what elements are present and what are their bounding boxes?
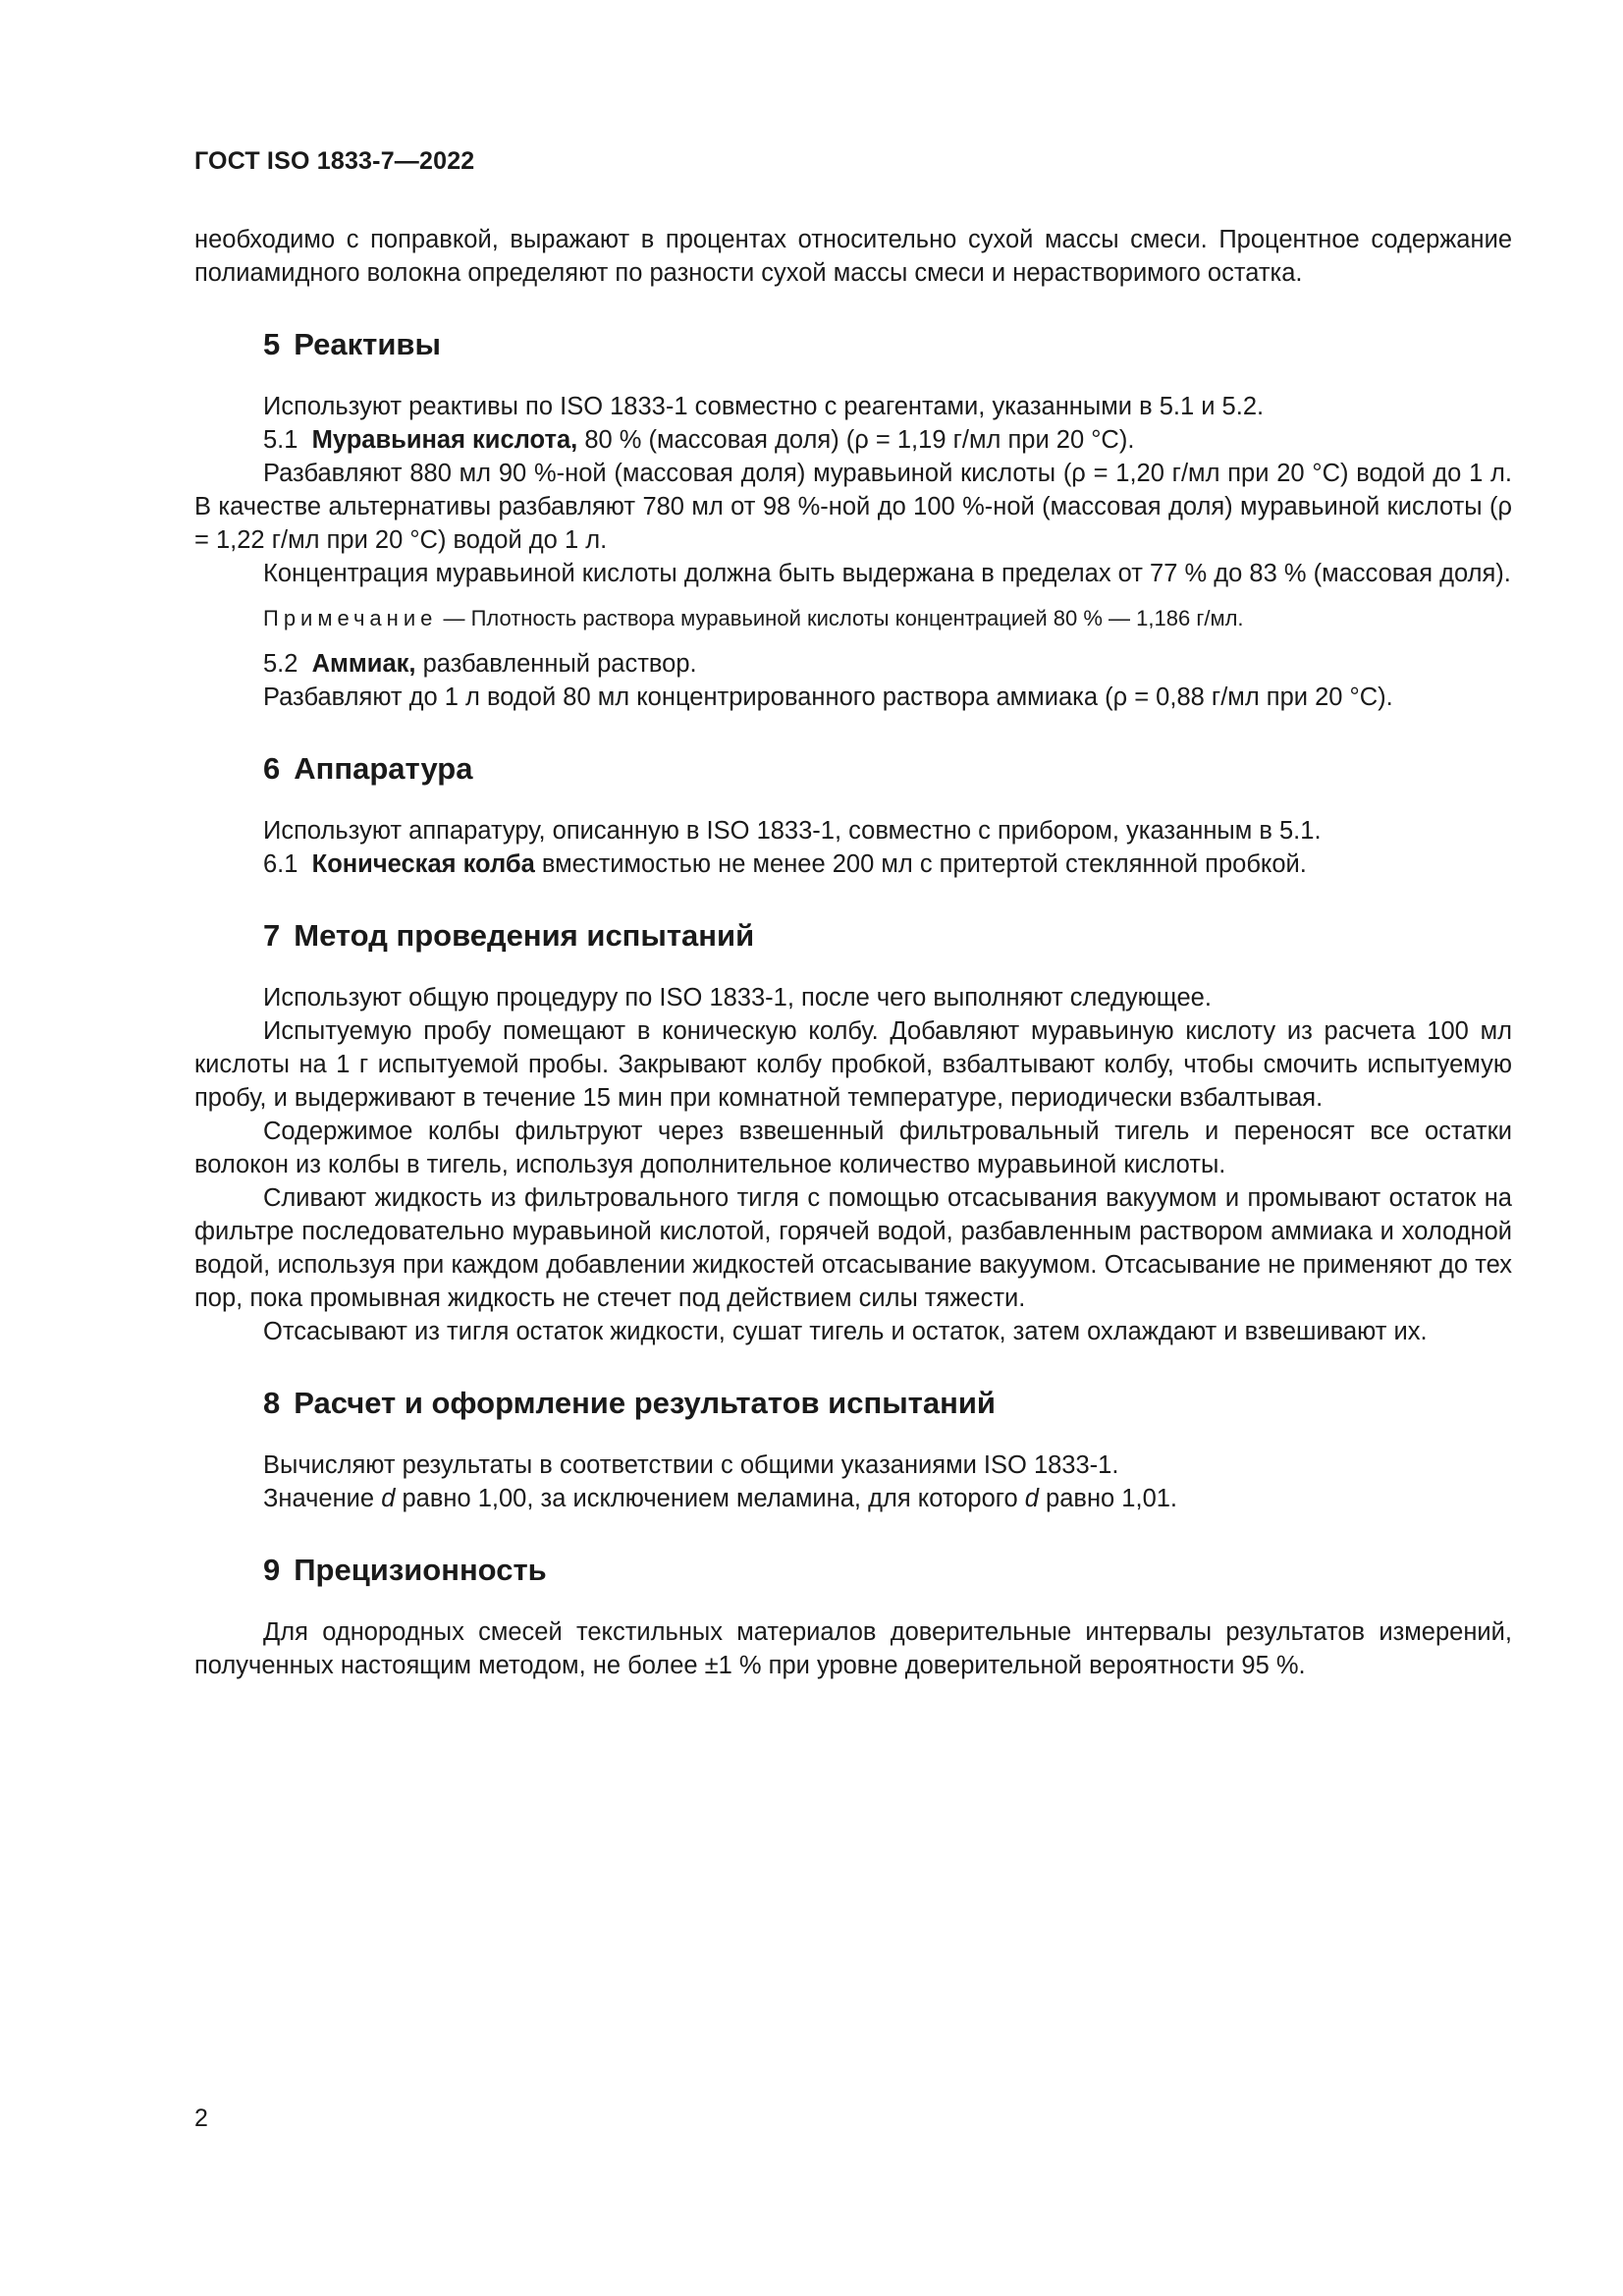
s7-paragraph-5: Отсасывают из тигля остаток жидкости, сушат тигель и остаток, затем охлаждают и взвешивают их. [263,1318,1428,1345]
document-header: ГОСТ ISO 1833-7—2022 [194,147,475,175]
s8-paragraph-2 [194,1482,1512,1515]
s6-item-6-1-text: вместимостью не менее 200 мл с притертой стеклянной пробкой. [541,850,1307,878]
s6-paragraph-1: Используют аппаратуру, описанную в ISO 1833-1, совместно с прибором, указанным в 5.1. [263,817,1322,845]
s5-note [194,602,1512,635]
variable-d: d [1024,1485,1039,1512]
s5-item-5-2-term: Аммиак, [311,650,416,678]
section-9-title: Прецизионность [294,1553,547,1587]
s9-paragraph-1: Для однородных смесей текстильных материалов доверительные интервалы результатов измерений, полученных настоящим методом, не более ±1 % при уровне доверительной вероятности 95 %. [194,1618,1512,1679]
s5-paragraph-2: Разбавляют 880 мл 90 %-ной (массовая доля) муравьиной кислоты (ρ = 1,20 г/мл при 20 °С) водой до 1 л. В качестве альтернативы разбавляют 780 мл от 98 %-ной до 100 %-ной (массовая доля) муравьиной кислоты (ρ = 1,22 г/мл при 20 °С) водой до 1 л. [194,460,1512,554]
s5-paragraph-4: Разбавляют до 1 л водой 80 мл концентрированного раствора аммиака (ρ = 0,88 г/мл при 20 °С). [263,683,1393,711]
s5-item-5-1-term: Муравьиная кислота, [311,426,578,454]
variable-d: d [381,1485,396,1512]
page-number: 2 [194,2105,208,2132]
section-6-heading [194,749,1512,789]
s5-item-5-1 [194,423,1512,457]
section-9-heading [194,1551,1512,1590]
intro-paragraph: необходимо с поправкой, выражают в процентах относительно сухой массы смеси. Процентное содержание полиамидного волокна определяют по разности сухой массы смеси и нерастворимого остатка. [194,226,1512,287]
s6-item-6-1-number: 6.1 [263,850,298,878]
s5-paragraph-1: Используют реактивы по ISO 1833-1 совместно с реагентами, указанными в 5.1 и 5.2. [263,393,1265,420]
s8-p2-part-b: равно 1,00, за исключением меламина, для которого [402,1485,1018,1512]
s8-p2-part-a: Значение [263,1485,375,1512]
section-8-number: 8 [263,1386,281,1420]
s5-item-5-2-number: 5.2 [263,650,298,678]
s6-item-6-1 [194,847,1512,881]
s7-paragraph-1: Используют общую процедуру по ISO 1833-1, после чего выполняют следующее. [263,984,1212,1011]
s5-item-5-1-number: 5.1 [263,426,298,454]
section-9-number: 9 [263,1553,281,1587]
note-label: Примечание [263,606,438,630]
s7-paragraph-2: Испытуемую пробу помещают в коническую колбу. Добавляют муравьиную кислоту из расчета 100 мл кислоты на 1 г испытуемой пробы. Закрывают колбу пробкой, взбалтывают колбу, чтобы смочить испытуемую пробу, и выдерживают в течение 15 мин при комнатной температуре, периодически взбалтывая. [194,1017,1512,1112]
s7-paragraph-3: Содержимое колбы фильтруют через взвешенный фильтровальный тигель и переносят все остатки волокон из колбы в тигель, используя дополнительное количество муравьиной кислоты. [194,1118,1512,1178]
s6-item-6-1-term: Коническая колба [311,850,535,878]
document-body [194,223,1512,1682]
s5-item-5-2-text: разбавленный раствор. [422,650,697,678]
section-5-number: 5 [263,327,281,361]
section-7-number: 7 [263,918,281,953]
s8-p2-part-c: равно 1,01. [1046,1485,1178,1512]
s8-paragraph-1: Вычисляют результаты в соответствии с общими указаниями ISO 1833-1. [263,1451,1119,1479]
s7-paragraph-4: Сливают жидкость из фильтровального тигля с помощью отсасывания вакуумом и промывают остаток на фильтре последовательно муравьиной кислотой, горячей водой, разбавленным раствором аммиака и холодной водой, используя при каждом добавлении жидкостей отсасывание вакуумом. Отсасывание не применяют до тех пор, пока промывная жидкость не стечет под действием силы тяжести. [194,1184,1512,1312]
s5-item-5-2 [194,647,1512,681]
s5-item-5-1-text: 80 % (массовая доля) (ρ = 1,19 г/мл при 20 °С). [584,426,1135,454]
section-7-title: Метод проведения испытаний [294,918,755,953]
section-6-number: 6 [263,751,281,786]
document-page [194,0,1512,2296]
note-text: — Плотность раствора муравьиной кислоты концентрацией 80 % — 1,186 г/мл. [443,606,1244,630]
section-5-heading [194,325,1512,364]
section-6-title: Аппаратура [294,751,473,786]
section-8-title: Расчет и оформление результатов испытаний [294,1386,996,1420]
section-5-title: Реактивы [294,327,441,361]
section-7-heading [194,916,1512,956]
section-8-heading [194,1384,1512,1423]
s5-paragraph-3: Концентрация муравьиной кислоты должна быть выдержана в пределах от 77 % до 83 % (массовая доля). [263,560,1511,587]
